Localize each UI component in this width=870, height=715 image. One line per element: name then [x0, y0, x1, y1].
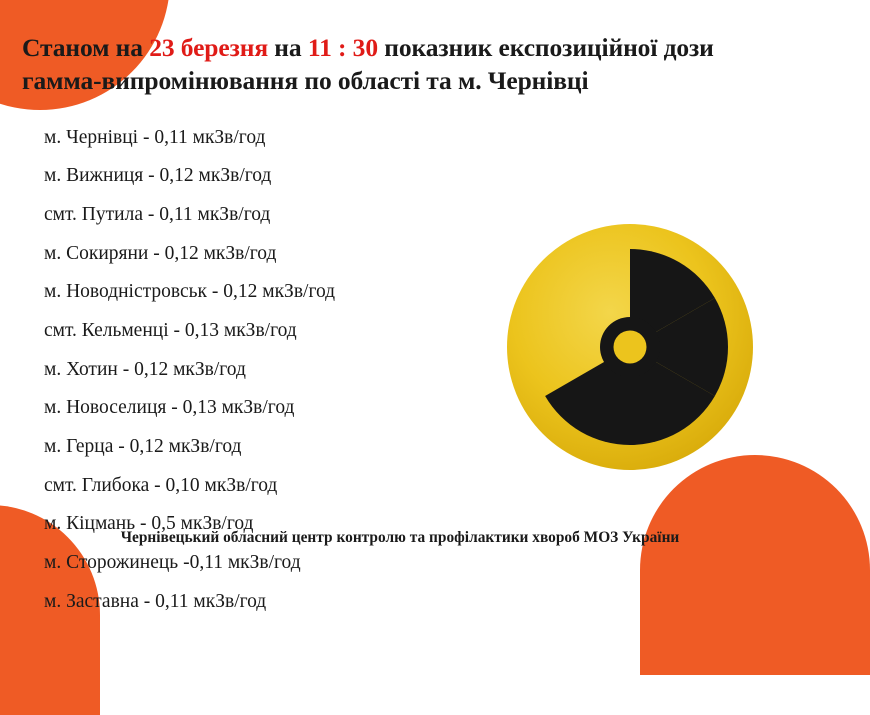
- list-item: м. Кіцмань - 0,5 мкЗв/год: [44, 513, 254, 535]
- decorative-corner-bottom-right: [640, 455, 870, 675]
- list-item: м. Сторожинець -0,11 мкЗв/год: [44, 552, 301, 574]
- headline-date: 23 березня: [149, 33, 269, 62]
- list-item: смт. Глибока - 0,10 мкЗв/год: [44, 474, 278, 496]
- radiation-hazard-icon: [505, 222, 755, 472]
- list-item: м. Новоселиця - 0,13 мкЗв/год: [44, 397, 295, 419]
- list-item: м. Хотин - 0,12 мкЗв/год: [44, 358, 246, 380]
- list-item: м. Сокиряни - 0,12 мкЗв/год: [44, 242, 277, 264]
- headline-suffix: показник експозиційної дози гамма-випромінювання по області та м. Чернівці: [22, 33, 714, 95]
- list-item: м. Новодністровськ - 0,12 мкЗв/год: [44, 281, 336, 303]
- list-item: м. Герца - 0,12 мкЗв/год: [44, 436, 242, 458]
- footer-organization: Чернівецький обласний центр контролю та профілактики хвороб МОЗ України: [120, 529, 680, 546]
- list-item: смт. Путила - 0,11 мкЗв/год: [44, 203, 271, 225]
- headline-time: 11 : 30: [307, 33, 378, 62]
- list-item: м. Заставна - 0,11 мкЗв/год: [44, 590, 267, 612]
- list-item: м. Чернівці - 0,11 мкЗв/год: [44, 126, 266, 148]
- headline-middle: на: [268, 33, 308, 62]
- headline-prefix: Станом на: [22, 33, 150, 62]
- list-item: м. Вижниця - 0,12 мкЗв/год: [44, 165, 272, 187]
- list-item: смт. Кельменці - 0,13 мкЗв/год: [44, 320, 297, 342]
- page-title: [22, 32, 778, 97]
